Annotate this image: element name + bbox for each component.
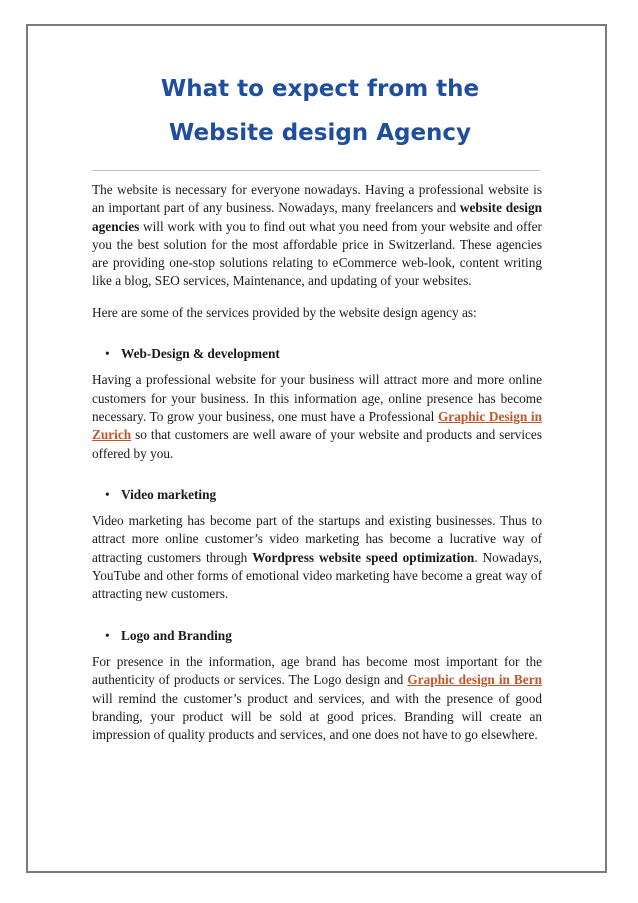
video-marketing-paragraph: Video marketing has become part of the startups and existing businesses. Thus to attract more online customer’s video marketing has become a lucrative way of attracting customers through Wordpress website speed optimization. Nowadays, YouTube and other forms of emotional video marketing have become a great way of attracting new customers. bbox=[92, 513, 543, 602]
services-intro-paragraph: Here are some of the services provided by the website design agency as: bbox=[92, 304, 477, 320]
section-heading-web-design: • Web-Design & development bbox=[92, 345, 542, 363]
graphic-design-zurich-link[interactable]: Graphic Design in Zurich bbox=[92, 408, 543, 443]
intro-paragraph: The website is necessary for everyone nowadays. Having a professional website is an important part of any business. Nowadays, many freelancers and website design agencies will work with you to find out what you need from your website and offer you the best solution for the most affordable price in Switzerland. These agencies are providing one-stop solutions relating to eCommerce web-look, content writing like a blog, SEO services, Maintenance, and updating of your websites. bbox=[92, 182, 542, 289]
bullet-icon: • bbox=[105, 346, 110, 362]
page-title-line-1: What to expect from the bbox=[160, 76, 480, 102]
bullet-icon: • bbox=[105, 486, 110, 502]
logo-branding-paragraph: For presence in the information, age brand has become most important for the authenticity of products or services. The Logo design and Graphic design in Bern will remind the customer’s product and services, and with the presence of good branding, your product will be sold at good prices. Branding will create an impression of quality products and services, and one does not have to go elsewhere. bbox=[92, 653, 542, 743]
intro-bold-phrase: website design agencies bbox=[92, 200, 542, 234]
graphic-design-bern-link[interactable]: Graphic design in Bern bbox=[407, 672, 542, 688]
wordpress-speed-bold-phrase: Wordpress website speed optimization bbox=[252, 549, 475, 565]
bullet-icon: • bbox=[105, 627, 110, 643]
document-body bbox=[92, 181, 542, 744]
section-heading-logo-branding: • Logo and Branding bbox=[92, 627, 542, 645]
page-title-line-2: Website design Agency bbox=[168, 120, 472, 146]
section-heading-video-marketing: • Video marketing bbox=[92, 486, 542, 504]
web-design-paragraph: Having a professional website for your business will attract more and more online customers for your business. In this information age, online presence has become necessary. To grow your business, one must have a Professional Graphic Design in Zurich so that customers are well aware of your website and products and services offered by you. bbox=[92, 372, 543, 461]
title-divider bbox=[92, 170, 540, 171]
